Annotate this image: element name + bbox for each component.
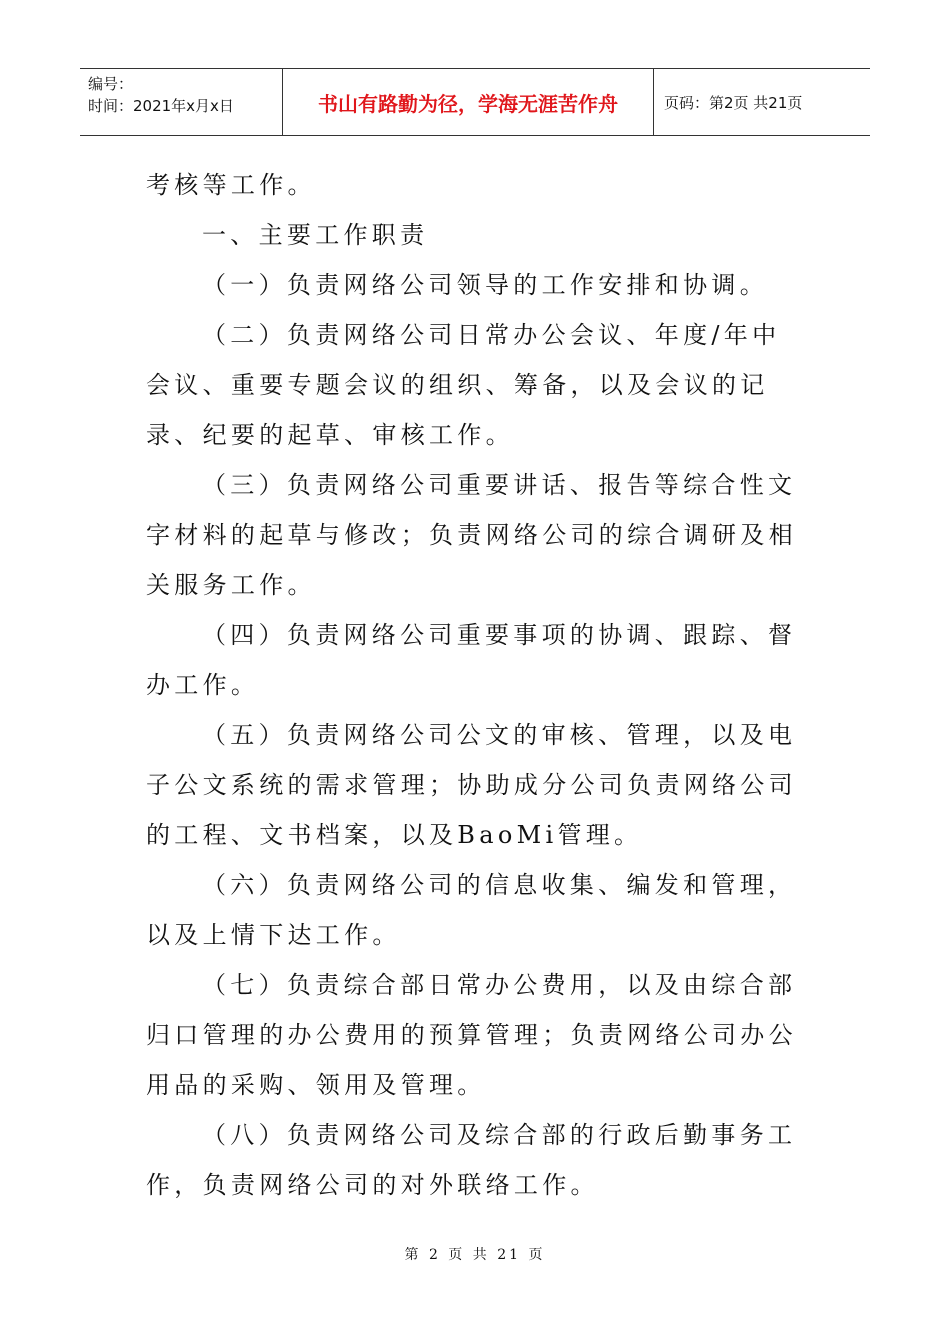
document-body: [146, 160, 806, 1210]
paragraph: （五）负责网络公司公文的审核、管理，以及电子公文系统的需求管理；协助成分公司负责网络公司的工程、文书档案，以及BaoMi管理。: [146, 721, 797, 849]
header-meta: [80, 69, 283, 135]
paragraph: 一、主要工作职责: [202, 221, 429, 249]
page-header: [80, 68, 870, 136]
paragraph: （二）负责网络公司日常办公会议、年度/年中会议、重要专题会议的组织、筹备，以及会议的记录、纪要的起草、审核工作。: [146, 321, 781, 449]
header-motto: 书山有路勤为径，学海无涯苦作舟: [283, 69, 654, 135]
paragraph: 考核等工作。: [146, 171, 316, 199]
paragraph: （三）负责网络公司重要讲话、报告等综合性文字材料的起草与修改；负责网络公司的综合调研及相关服务工作。: [146, 471, 797, 599]
header-page-info: 页码：第2页 共21页: [664, 93, 803, 112]
paragraph: （四）负责网络公司重要事项的协调、跟踪、督办工作。: [146, 621, 797, 699]
paragraph: （六）负责网络公司的信息收集、编发和管理，以及上情下达工作。: [146, 871, 797, 949]
document-number-label: 编号：: [88, 75, 134, 93]
paragraph: （八）负责网络公司及综合部的行政后勤事务工作，负责网络公司的对外联络工作。: [146, 1121, 797, 1199]
paragraph: （七）负责综合部日常办公费用，以及由综合部归口管理的办公费用的预算管理；负责网络公司办公用品的采购、领用及管理。: [146, 971, 797, 1099]
paragraph: （一）负责网络公司领导的工作安排和协调。: [202, 271, 768, 299]
page-footer: 第 2 页 共 21 页: [404, 1247, 546, 1263]
document-date: 时间：2021年x月x日: [88, 97, 234, 115]
